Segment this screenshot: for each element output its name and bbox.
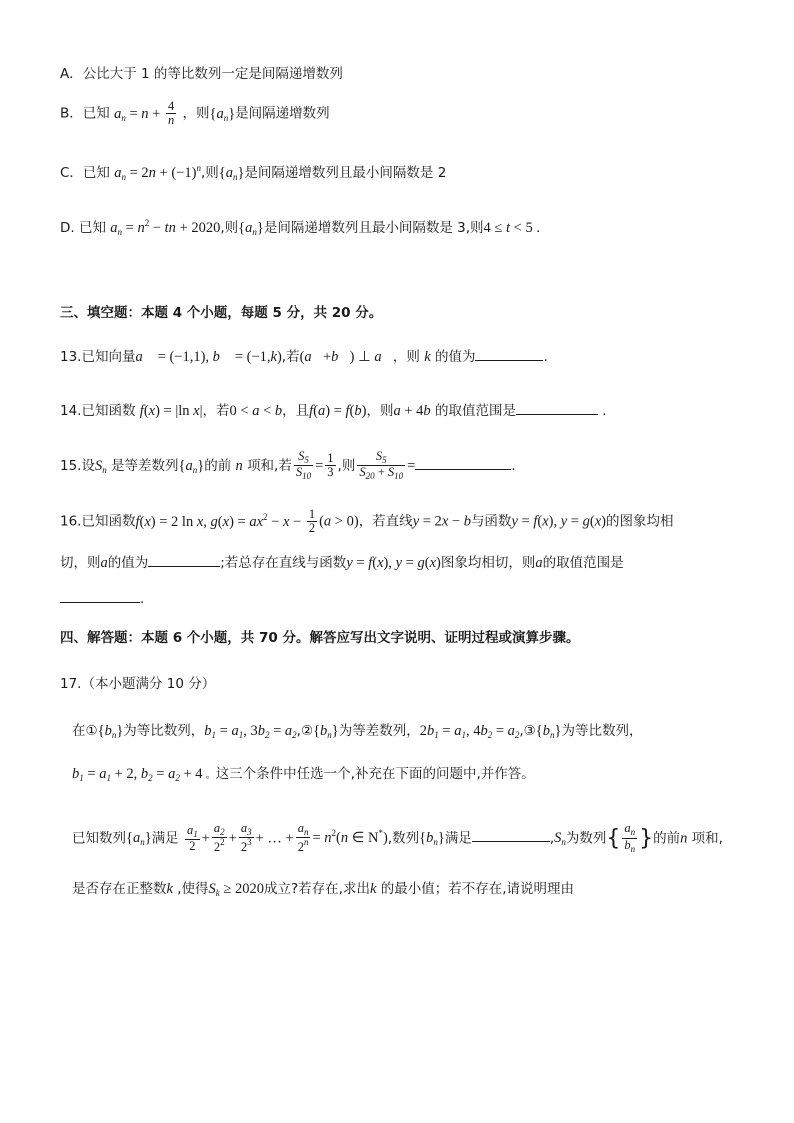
q17-bn-4: $\{b_n\}$ <box>419 830 445 848</box>
q16-line2-prefix: 切，则 <box>60 555 101 571</box>
q15-mid3: 项和,若 <box>247 457 292 474</box>
option-b <box>60 100 330 127</box>
question-16-line-3: . <box>60 588 144 607</box>
q16-line2-mid2: ;若总存在直线与函数 <box>220 555 347 571</box>
option-b-suffix: ，则 <box>182 105 210 122</box>
q17-bn-1: $\{b_n\}$ <box>97 723 124 740</box>
q17-line-4 <box>72 877 574 898</box>
option-b-fraction: $\frac{4}{n}$ <box>167 99 175 128</box>
q15-mid: 是等差数列 <box>111 457 179 474</box>
question-16-line-2 <box>60 551 624 572</box>
q16-line2-end: 的取值范围是 <box>542 555 624 571</box>
option-a-text: A．公比大于 1 的等比数列一定是间隔递增数列 <box>60 66 343 82</box>
q15-seq: $\{a_n\}$ <box>178 457 205 475</box>
q17-line1-b: 为等比数列， <box>123 723 205 739</box>
q14-mid2: ，且 <box>282 403 310 419</box>
q15-answer-blank[interactable] <box>415 455 511 470</box>
question-16-line-1 <box>60 508 673 535</box>
question-15: 15.设$S_n$ 是等差数列$\{a_n\}$的前 n 项和,若 $\frac{S_5}{S_{10}}$ = $\frac{1}{3}$ ,则 $\frac{S_5}{S_{20} + S_{10}}$ = . <box>60 449 516 482</box>
option-b-tail: 是间隔递增数列 <box>235 105 330 122</box>
q17-cond-2: $2b_1 = a_1$, $4b_2 = a_2$ <box>419 723 520 740</box>
option-c-seq: $\{a_n\}$ <box>218 165 245 182</box>
section-4-heading: 四、解答题：本题 6 个小题，共 70 分。解答应写出文字说明、证明过程或演算步骤。 <box>60 630 580 646</box>
q17-cond-3: $b_1 = a_1 + 2$, $b_2 = a_2 + 4$ <box>72 766 203 783</box>
q16-answer-blank-2[interactable] <box>60 588 140 603</box>
option-b-seq: $\{a_n\}$ <box>209 105 236 123</box>
option-b-prefix: B．已知 <box>60 105 110 122</box>
q13-prefix: 13.已知向量 <box>60 349 136 365</box>
q17-frac-n: $\frac{a_n}{2^n}$ <box>297 821 309 855</box>
q17-line3-g: 的前 <box>653 830 681 847</box>
q14-ineq: 0 < a < b <box>229 403 283 419</box>
q15-mid4: ,则 <box>337 457 356 474</box>
q13-k: k <box>424 349 431 365</box>
q17-n: n <box>680 830 688 847</box>
q16-a-2: a <box>535 555 543 571</box>
option-d-range: 4 ≤ t < 5 . <box>483 220 540 236</box>
q13-vectors: a⃗ = (−1,1), b⃗ = (−1,k) <box>135 349 282 365</box>
q14-equal: f(a) = f(b) <box>309 403 367 419</box>
q13-condition: (a⃗+b⃗) ⊥ a⃗ <box>299 349 393 365</box>
q13-tail: 的值为 <box>434 349 476 365</box>
q17-frac-3: $\frac{a_3}{2^3}$ <box>240 821 252 855</box>
question-13: 13.已知向量a⃗ = (−1,1), b⃗ = (−1,k),若(a⃗+b⃗) ⊥ a⃗，则 k 的值为 . <box>60 345 548 366</box>
q14-mid3: ，则 <box>366 403 394 419</box>
q16-condition: (a > 0) <box>319 513 359 530</box>
option-c-prefix: C．已知 <box>60 165 110 181</box>
q17-line3-d: 满足 <box>444 830 472 847</box>
option-c-tail: 是间隔递增数列且最小间隔数是 2 <box>244 165 447 181</box>
q16-functions: f(x) = 2 ln x, $g(x) = ax^2 - x$ − <box>135 511 305 530</box>
option-c-suffix: ,则 <box>200 165 219 181</box>
q14-function: f(x) = |ln x| <box>139 403 203 419</box>
q17-line-2: $b_1 = a_1 + 2$, $b_2 = a_2 + 4$ 。这三个条件中任选一个,补充在下面的问题中,并作答。 <box>72 766 535 783</box>
q16-mid: ，若直线 <box>358 513 413 530</box>
section-3-heading: 三、填空题：本题 4 个小题，每题 5 分，共 20 分。 <box>60 305 383 321</box>
q17-line1-d: 为等差数列， <box>338 723 420 739</box>
q15-prefix: 15.设 <box>60 457 95 474</box>
q17-line1-c: ,② <box>296 723 314 739</box>
q17-line2-tail: 这三个条件中任选一个,补充在下面的问题中,并作答。 <box>215 766 535 782</box>
q17-line4-b: ,使得 <box>177 881 209 897</box>
q13-mid: ,若 <box>281 349 300 365</box>
q16-curves-2: y = f(x), y = g(x) <box>346 555 441 571</box>
option-b-formula: $a_n = n$ + <box>114 105 164 123</box>
q15-ratio-left: $\frac{S_5}{S_{10}}$ <box>295 449 312 482</box>
q17-line1-a: 在① <box>72 723 98 739</box>
q16-line: y = 2x − b <box>412 513 471 530</box>
q17-line3-a: 已知数列 <box>72 830 126 847</box>
option-d-prefix: D. 已知 <box>60 220 106 236</box>
option-a <box>60 62 343 82</box>
q16-tail1: 的图象均相 <box>605 513 674 530</box>
option-c-formula: $a_n = 2n + (-1)^n$ <box>114 163 201 182</box>
q17-title: 17.（本小题满分 10 分） <box>60 676 216 692</box>
q17-answer-blank[interactable] <box>472 827 550 842</box>
q17-frac-2: $\frac{a_2}{2^2}$ <box>213 821 225 855</box>
option-d <box>60 216 540 237</box>
q17-an: $\{a_n\}$ <box>126 830 152 848</box>
q14-prefix: 14.已知函数 <box>60 403 136 419</box>
q17-line1-e: ,③ <box>519 723 536 739</box>
q17-line3-b: 满足 <box>151 830 179 847</box>
q16-prefix: 16.已知函数 <box>60 513 136 530</box>
question-14: 14.已知函数 f(x) = |ln x|，若0 < a < b，且f(a) = f(b)，则a + 4b 的取值范围是 . <box>60 399 607 420</box>
q17-k: k <box>166 881 173 897</box>
option-d-formula: $a_n = n^2$ − tn + 2020 <box>110 218 221 237</box>
q15-n: n <box>235 457 243 474</box>
q13-answer-blank[interactable] <box>475 346 543 361</box>
q17-line3-h: 项和, <box>691 830 723 847</box>
q16-a: a <box>100 555 108 571</box>
q17-line-1 <box>72 719 642 740</box>
q17-line3-c: ,数列 <box>387 830 420 847</box>
q17-cond-1: $b_1 = a_1$, $3b_2 = a_2$ <box>204 723 297 740</box>
q15-mid2: 的前 <box>204 457 232 474</box>
q17-sum-eq: = $n^2(n$ ∈ N*) <box>312 828 388 847</box>
q13-mid2: ，则 <box>392 349 420 365</box>
q17-line1-f: 为等比数列， <box>561 723 643 739</box>
option-d-seq: $\{a_n\}$ <box>238 220 264 237</box>
q17-line3-e: , <box>549 830 555 847</box>
q14-tail: 的取值范围是 <box>434 403 516 419</box>
q17-bn-2: $\{b_n\}$ <box>313 723 339 740</box>
q14-mid: ，若 <box>202 403 230 419</box>
q17-line4-a: 是否存在正整数 <box>72 881 167 897</box>
option-d-suffix: ,则 <box>220 220 239 236</box>
q17-sk: $S_k \ge 2020$ <box>208 881 264 898</box>
q16-mid2: 与函数 <box>470 513 512 530</box>
q17-line4-c: 成立?若存在,求出 <box>264 881 370 897</box>
q16-line2-mid: 的值为 <box>107 555 149 571</box>
q16-half: $\frac{1}{2}$ <box>308 507 316 536</box>
q15-sn: $S_n$ <box>94 457 107 475</box>
q15-ratio-right: $\frac{S_5}{S_{20} + S_{10}}$ <box>359 449 404 482</box>
q14-expr: a + 4b <box>393 403 431 419</box>
q17-line-3: 已知数列$\{a_n\}$满足 $\frac{a_1}{2}$ + $\frac{a_2}{2^2}$ + $\frac{a_3}{2^3}$ + … + $\frac{a_n}{2^n}$ = $n^2(n$ ∈ N*),数列$\{b_n\}$满足 $,S_n$为数列{ $\frac{a_n}{b_n}$ }的前n 项和, <box>72 821 723 855</box>
option-c <box>60 161 446 182</box>
q17-line3-f: 为数列 <box>565 830 607 847</box>
q17-frac-1: $\frac{a_1}{2}$ <box>186 822 198 853</box>
q17-bn-3: $\{b_n\}$ <box>535 723 562 740</box>
q16-curves: y = f(x), y = g(x) <box>511 513 606 530</box>
option-d-tail: 是间隔递增数列且最小间隔数是 3,则 <box>263 220 484 236</box>
q17-k-2: k <box>369 881 377 897</box>
q14-answer-blank[interactable] <box>516 400 598 415</box>
q16-line2-tail: 图象均相切，则 <box>440 555 536 571</box>
q15-ratio-value: $\frac{1}{3}$ <box>327 451 334 480</box>
q16-answer-blank-1[interactable] <box>148 552 220 567</box>
q17-line4-d: 的最小值；若不存在,请说明理由 <box>380 881 574 897</box>
q17-sn: $S_n$ <box>554 830 566 848</box>
q17-an-over-bn: $\frac{a_n}{b_n}$ <box>624 821 636 854</box>
